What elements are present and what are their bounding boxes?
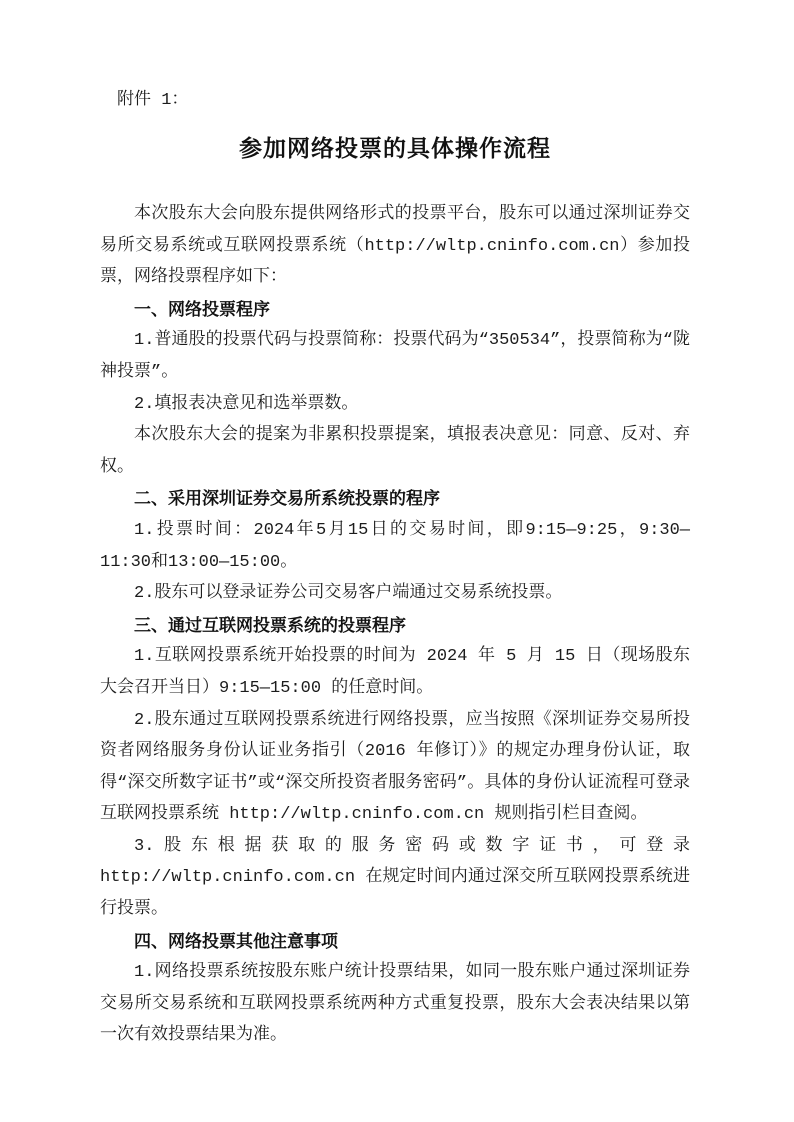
paragraph-text: 2.股东通过互联网投票系统进行网络投票，应当按照《深圳证券交易所投资者网络服务身份认证业务指引（2016 年修订）》的规定办理身份认证，取得“深交所数字证书”或“深交所投资者服务密码”。具体的身份认证流程可登录互联网投票系统	[100, 710, 690, 825]
paragraph	[100, 705, 690, 831]
paragraph: 2.填报表决意见和选举票数。	[134, 394, 359, 414]
document-body	[100, 199, 690, 1052]
paragraph-text: ）参加投票，网络投票程序如下：	[100, 236, 691, 288]
paragraph: 1.投票时间：2024年5月15日的交易时间，即9:15—9:25，9:30—11:30和13:00—15:00。	[100, 520, 690, 572]
section-heading-1: 一、网络投票程序	[134, 299, 270, 319]
section-heading-3: 三、通过互联网投票系统的投票程序	[134, 615, 406, 635]
section-heading-2: 二、采用深圳证券交易所系统投票的程序	[134, 489, 440, 509]
paragraph: 1.互联网投票系统开始投票的时间为 2024 年 5 月 15 日（现场股东大会召开当日）9:15—15:00 的任意时间。	[100, 647, 690, 698]
paragraph-text: 在规定时间内通过深交所互联网投票系统进行投票。	[100, 868, 690, 920]
url-text: http://wltp.cninfo.com.cn	[100, 868, 356, 888]
url-text: http://wltp.cninfo.com.cn	[229, 805, 485, 825]
paragraph-text: 本次股东大会向股东提供网络形式的投票平台，股东可以通过深圳证券交易所交易系统或互联网投票系统（	[100, 205, 690, 256]
attachment-label: 附件 1：	[117, 91, 189, 110]
paragraph: 1.普通股的投票代码与投票简称：投票代码为“350534”，投票简称为“陇神投票”。	[100, 331, 690, 382]
paragraph	[100, 831, 690, 926]
paragraph: 本次股东大会的提案为非累积投票提案，填报表决意见：同意、反对、弃权。	[100, 426, 690, 477]
paragraph	[100, 199, 690, 294]
document-title: 参加网络投票的具体操作流程	[239, 135, 551, 161]
paragraph-text: 3.股东根据获取的服务密码或数字证书，可登录	[134, 836, 690, 856]
paragraph: 2.股东可以登录证券公司交易客户端通过交易系统投票。	[134, 584, 563, 604]
paragraph: 1.网络投票系统按股东账户统计投票结果，如同一股东账户通过深圳证券交易所交易系统和互联网投票系统两种方式重复投票，股东大会表决结果以第一次有效投票结果为准。	[100, 963, 690, 1046]
url-text: http://wltp.cninfo.com.cn	[364, 236, 620, 256]
section-heading-4: 四、网络投票其他注意事项	[134, 931, 338, 951]
paragraph-text: 规则指引栏目查阅。	[484, 805, 648, 825]
